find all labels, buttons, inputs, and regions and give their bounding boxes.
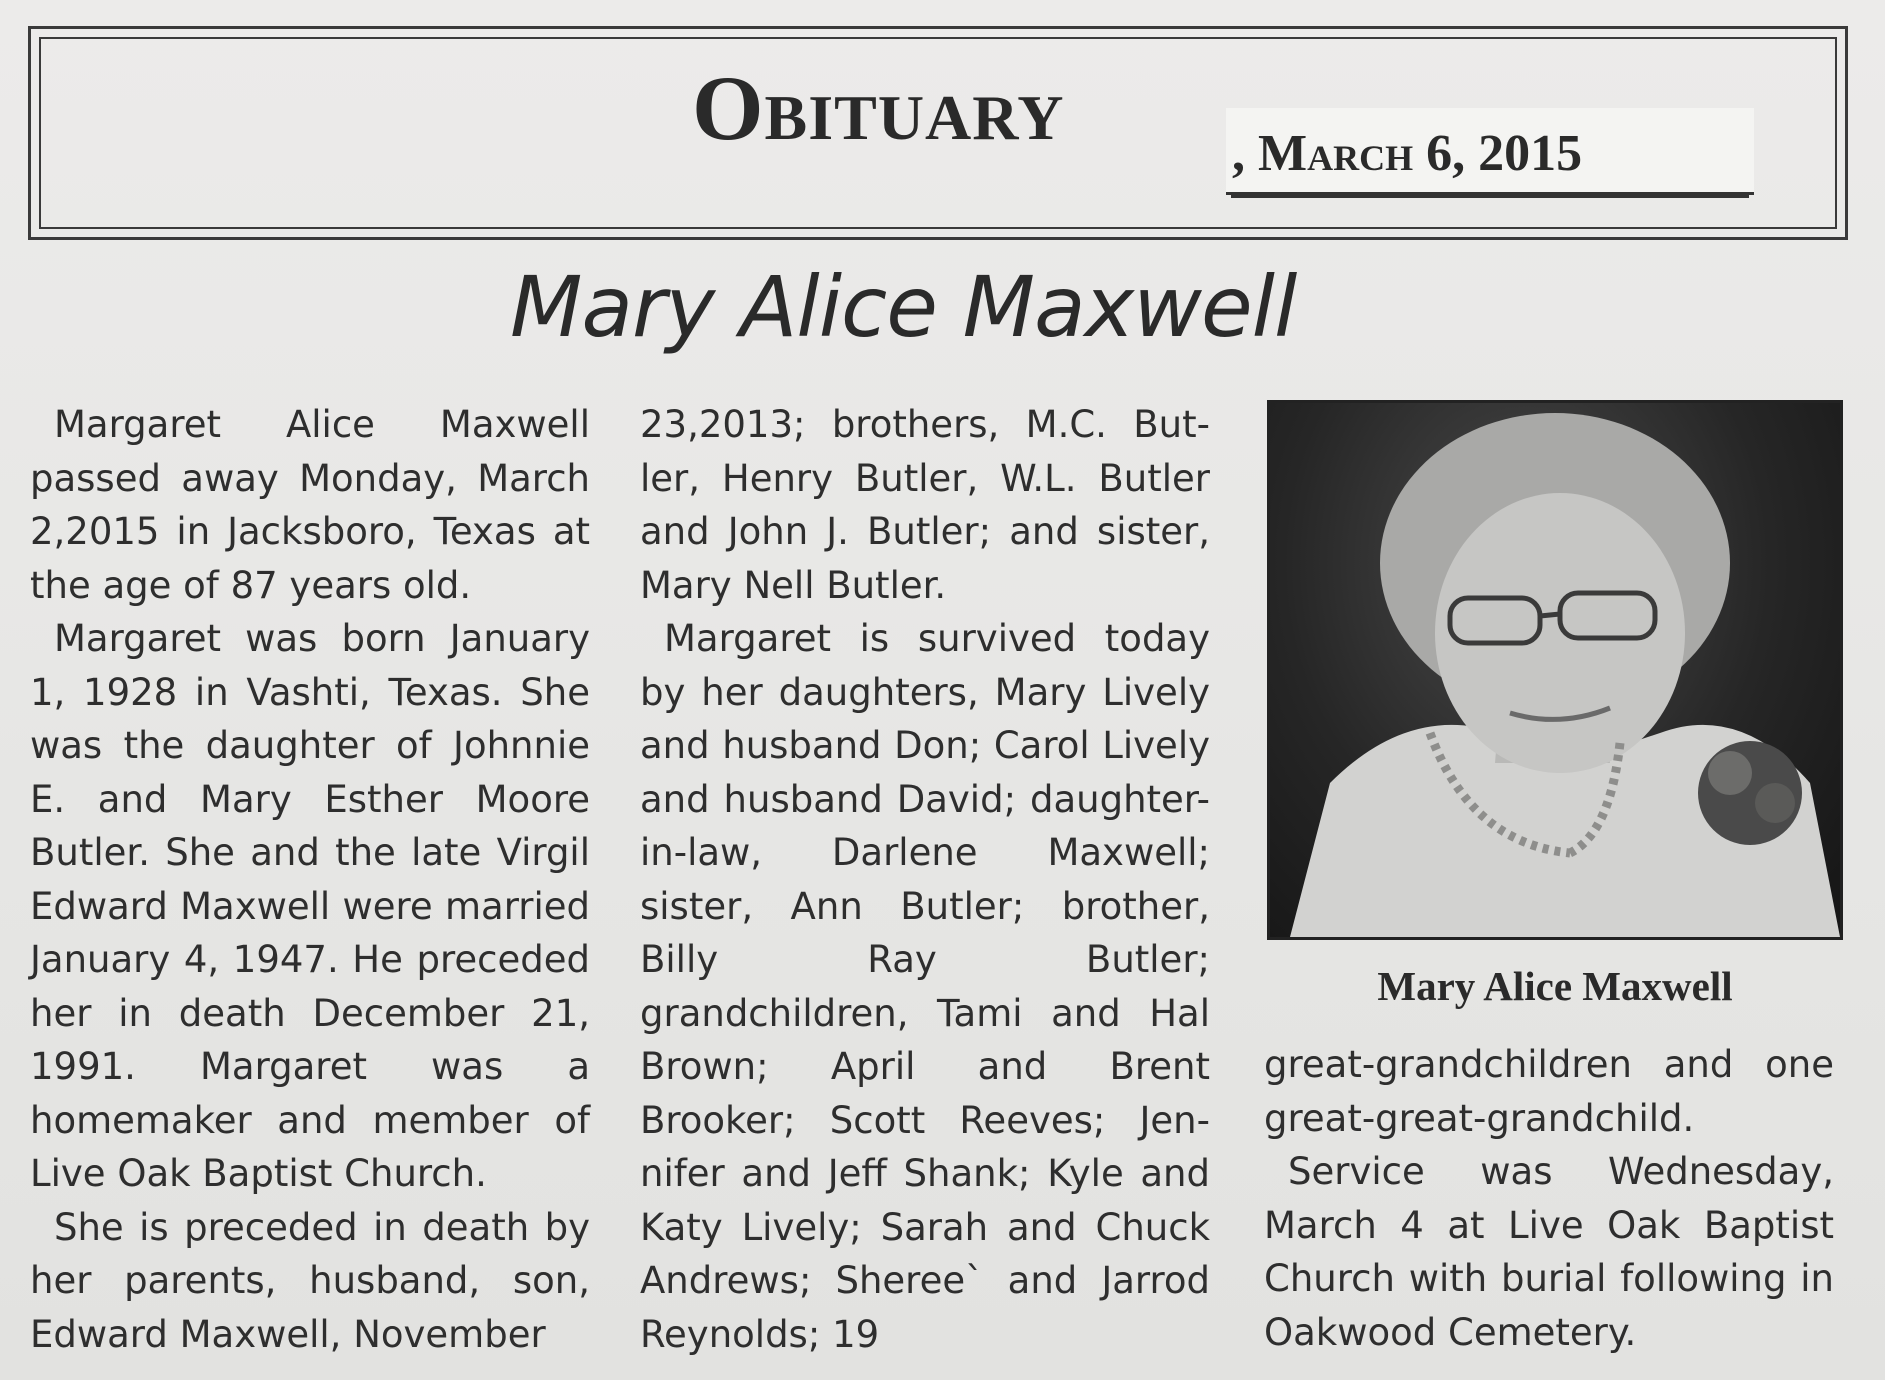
- paragraph: Service was Wednesday, March 4 at Live Oak Baptist Church with burial following in Oakwood Cemetery.: [1264, 1150, 1834, 1354]
- publication-date-label: [1226, 108, 1754, 195]
- portrait-photo: [1267, 400, 1843, 940]
- portrait-photo-icon: [1270, 403, 1840, 937]
- photo-caption: Mary Alice Maxwell: [1377, 963, 1733, 1009]
- paragraph: Margaret is survived today by her daughters, Mary Lively and husband Don; Carol Lively and husband David; daughter-in-law, Darlene Maxwell; sister, Ann Butler; brother, Billy Ray Butler; grandchildren, Tami and Hal Brown; April and Brent Brooker; Scott Reeves; Jennifer and Jeff Shank; Kyle and Katy Lively; Sarah and Chuck Andrews; Sheree` and Jarrod Reynolds; 19: [640, 617, 1210, 1356]
- paragraph: Margaret Alice Maxwell passed away Monday, March 2,2015 in Jacksboro, Texas at the age of 87 years old.: [30, 403, 590, 607]
- paragraph: 23,2013; brothers, M.C. Butler, Henry Butler, W.L. Butler and John J. Butler; and sister, Mary Nell Butler.: [640, 403, 1210, 607]
- text-column-3: [1264, 1038, 1834, 1359]
- text-column-2: [640, 398, 1210, 1361]
- section-title: Obituary: [692, 57, 1065, 159]
- deceased-name-headline: Mary Alice Maxwell: [510, 258, 1297, 356]
- paragraph: She is preceded in death by her parents, husband, son, Edward Maxwell, November: [30, 1205, 590, 1356]
- publication-date: , March 6, 2015: [1232, 125, 1583, 182]
- text-column-1: [30, 398, 590, 1361]
- paragraph: great-grandchildren and one great-great-grandchild.: [1264, 1043, 1834, 1140]
- paragraph: Margaret was born January 1, 1928 in Vashti, Texas. She was the daughter of Johnnie E. and Mary Esther Moore Butler. She and the late Virgil Edward Maxwell were married January 4, 1947. He preceded her in death December 21, 1991. Margaret was a homemaker and member of Live Oak Baptist Church.: [30, 617, 590, 1195]
